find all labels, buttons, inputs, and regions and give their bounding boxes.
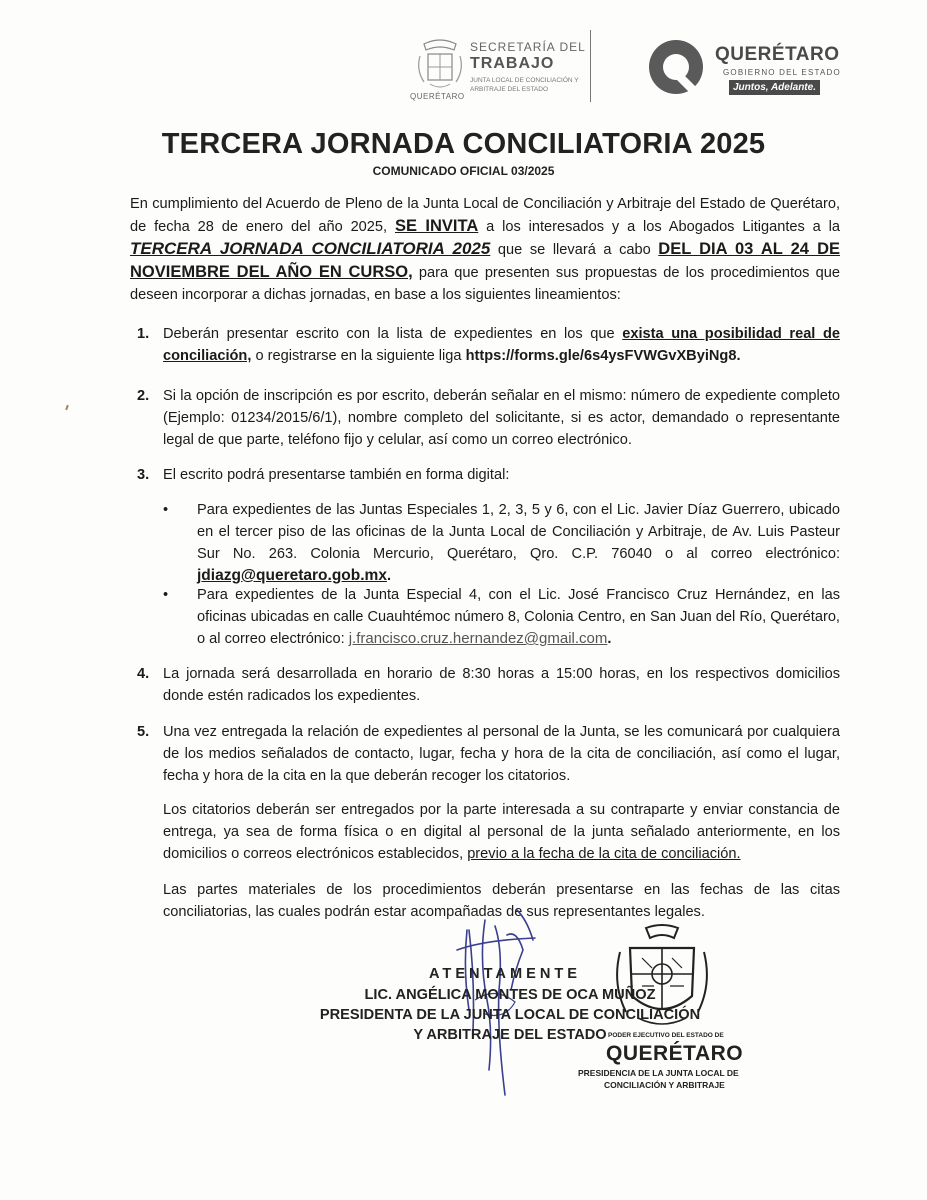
- citatorios-paragraph: Los citatorios deberán ser entregados por la parte interesada a su contraparte y enviar constancia de entrega, ya sea de forma física o en digital al personal de la junta señalado anteriormente, en los domicilios o correos electrónicos establecidos, previo a la fecha de la cita de conciliación.: [163, 802, 840, 862]
- signer-position: PRESIDENTA DE LA JUNTA LOCAL DE CONCILIACIÓN: [319, 1007, 701, 1023]
- queretaro-gobierno: GOBIERNO DEL ESTADO: [723, 68, 841, 77]
- event-name: TERCERA JORNADA CONCILIATORIA 2025: [130, 239, 491, 258]
- intro-paragraph: En cumplimiento del Acuerdo de Pleno de la Junta Local de Conciliación y Arbitraje del Estado de Querétaro, de fecha 28 de enero del año 2025, SE INVITA a los interesados y a los Abogados Litigantes a la TERCERA JORNADA CONCILIATORIA 2025 que se llevará a cabo DEL DIA 03 AL 24 DE NOVIEMBRE DEL AÑO EN CURSO, para que presenten sus propuestas de los procedimientos que deseen incorporar a dichas jornadas, en base a los siguientes lineamientos:: [130, 196, 841, 303]
- signer-name: LIC. ANGÉLICA MONTES DE OCA MUÑOZ: [364, 987, 656, 1003]
- queretaro-q-icon: [645, 36, 707, 98]
- secretaria-line1: SECRETARÍA DEL: [470, 40, 586, 54]
- email-link-diaz[interactable]: jdiazg@queretaro.gob.mx: [197, 567, 387, 584]
- logo-divider: [590, 30, 591, 102]
- atentamente: ATENTAMENTE: [428, 966, 582, 982]
- se-invita: SE INVITA: [394, 217, 479, 235]
- stamp-estado: QUERÉTARO: [606, 1042, 744, 1065]
- page-subtitle: COMUNICADO OFICIAL 03/2025: [372, 164, 555, 178]
- bullet-icon: •: [163, 502, 169, 518]
- secretaria-line2: TRABAJO: [470, 55, 555, 72]
- bullet-icon: •: [163, 587, 169, 603]
- secretaria-line3: JUNTA LOCAL DE CONCILIACIÓN Y ARBITRAJE DEL ESTADO: [470, 77, 579, 93]
- stamp-presidencia-2: CONCILIACIÓN Y ARBITRAJE: [604, 1080, 725, 1090]
- event-dates: DEL DIA 03 AL 24 DE NOVIEMBRE DEL AÑO EN CURSO,: [130, 240, 841, 281]
- deadline-note: previo a la fecha de la cita de conciliación.: [467, 846, 741, 862]
- queretaro-name: QUERÉTARO: [715, 44, 840, 65]
- conciliation-emphasis: exista una posibilidad real de conciliación,: [163, 326, 840, 364]
- secretaria-small-label: QUERÉTARO: [410, 92, 465, 101]
- page-title: TERCERA JORNADA CONCILIATORIA 2025: [161, 128, 766, 160]
- secretaria-trabajo-logo: [410, 30, 590, 110]
- queretaro-slogan: Juntos, Adelante.: [729, 80, 820, 95]
- state-seal-icon: [612, 922, 712, 1032]
- state-emblem-icon: [414, 36, 466, 94]
- signer-position-2: Y ARBITRAJE DEL ESTADO: [413, 1027, 607, 1043]
- email-link-cruz[interactable]: j.francisco.cruz.hernandez@gmail.com: [348, 630, 608, 647]
- partes-paragraph: Las partes materiales de los procedimientos deberán presentarse en las fechas de las citas conciliatorias, las cuales podrán estar acompañadas de sus representantes legales.: [163, 882, 840, 920]
- registration-link[interactable]: https://forms.gle/6s4ysFVWGvXByiNg8.: [465, 348, 741, 364]
- stamp-presidencia: PRESIDENCIA DE LA JUNTA LOCAL DE: [578, 1068, 739, 1078]
- document-page: QUERÉTARO SECRETARÍA DEL TRABAJO JUNTA LOCAL DE CONCILIACIÓN Y ARBITRAJE DEL ESTADO QUERÉTARO GOBIERNO DEL ESTADO Juntos, Adelante. TERCERA JORNADA CONCILIATORIA 2025 COMUNICADO OFICIAL 03/2025 En cumplimiento del Acuerdo de Pleno de la Junta Local de Conciliación y Arbitraje del Estado de Querétaro, de fecha 28 de enero del año 2025, SE INVITA a los interesados y a los Abogados Litigantes a la TERCERA JORNADA CONCILIATORIA 2025 que se llevará a cabo DEL DIA 03 AL 24 DE NOVIEMBRE DEL AÑO EN CURSO, para que presenten sus propuestas de los procedimientos que deseen incorporar a dichas jornadas, en base a los siguientes lineamientos: 1. Deberán presentar escrito con la lista de expedientes en los que exista una posibilidad real de conciliación, o registrarse en la siguiente liga https://forms.gle/6s4ysFVWGvXByiNg8. 2. Si la opción de inscripción es por escrito, deberán señalar en el mismo: número de expediente completo (Ejemplo: 01234/2015/6/1), nombre completo del solicitante, si es actor, demandado o representante legal de que parte, teléfono fijo y celular, así como un correo electrónico. 3. El escrito podrá presentarse también en forma digital: • Para expedientes de las Juntas Especiales 1, 2, 3, 5 y 6, con el Lic. Javier Díaz Guerrero, ubicado en el tercer piso de las oficinas de la Junta Local de Conciliación y Arbitraje, de Av. Luis Pasteur Sur No. 263. Colonia Mercurio, Querétaro, Qro. C.P. 76040 o al correo electrónico: jdiazg@queretaro.gob.mx. • Para expedientes de la Junta Especial 4, con el Lic. José Francisco Cruz Hernández, en las oficinas ubicadas en calle Cuauhtémoc número 8, Colonia Centro, en San Juan del Río, Querétaro, o al correo electrónico: j.francisco.cruz.hernandez@gmail.com. 4. La jornada será desarrollada en horario de 8:30 horas a 15:00 horas, en los respectivos domicilios donde estén radicados los expedientes. 5. Una vez entregada la relación de expedientes al personal de la Junta, se les comunicará por cualquiera de los medios señalados de contacto, lugar, fecha y hora de la cita de conciliación, así como el lugar, fecha y hora de la cita en la que deberán recoger los citatorios. Los citatorios deberán ser entregados por la parte interesada a su contraparte y enviar constancia de entrega, ya sea de forma física o en digital al personal de la junta señalado anteriormente, en los domicilios o correos electrónicos establecidos, previo a la fecha de la cita de conciliación. Las partes materiales de los procedimientos deberán presentarse en las fechas de las citas conciliatorias, las cuales podrán estar acompañadas de sus representantes legales. ATENTAMENTE LIC. ANGÉLICA MONTES DE OCA MUÑOZ PRESIDENTA DE LA JUNTA LOCAL DE CONCILIACIÓN Y ARBITRAJE DEL ESTADO PODER EJECUTIVO DEL ESTADO DE QUERÉTARO PRESIDENCIA DE LA JUNTA LOCAL DE CONCILIACIÓN Y ARBITRAJE: [0, 0, 927, 1200]
- stamp-poder: PODER EJECUTIVO DEL ESTADO DE: [608, 1032, 724, 1039]
- scan-speck: [65, 405, 69, 410]
- queretaro-logo: [645, 36, 865, 106]
